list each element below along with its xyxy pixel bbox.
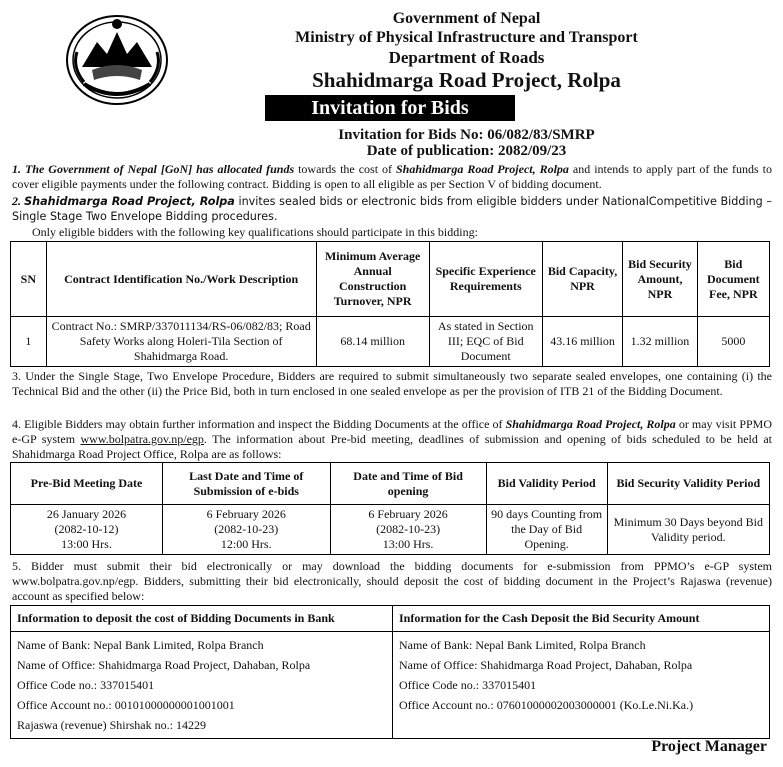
para-emphasis: Shahidmarga Road Project, Rolpa [24, 195, 235, 208]
para-text: invites sealed bids or electronic bids from eligible bidders under NationalCompetitive Bidding – Single Stage Two Envelope Bidding procedures. [12, 195, 772, 223]
para-text: and intends to apply part of the funds to cover eligible payments under the following contract. Bidding is open to all eligible as per Section V of bidding document. [12, 162, 773, 191]
cell-line: 12:00 Hrs. [220, 537, 272, 551]
table-cell: As stated in Section III; EQC of Bid Document [429, 317, 542, 367]
table-row [11, 317, 770, 367]
bank-info-line: Office Account no.: 00101000000001001001 [17, 698, 235, 712]
para-text: Eligible Bidders may obtain further information and inspect the Bidding Documents at the office of [24, 417, 506, 431]
column-header: Last Date and Time of Submission of e-bids [163, 463, 331, 505]
cell-line: (2082-10-23) [376, 522, 441, 536]
table-header-row [11, 242, 770, 317]
cell-line: 6 February 2026 [368, 507, 448, 521]
column-header: Bid Validity Period [486, 463, 607, 505]
paragraph-4 [12, 417, 772, 462]
paragraph-3 [12, 369, 772, 399]
header-ministry: Ministry of Physical Infrastructure and Transport [295, 29, 638, 46]
cell-line: 13:00 Hrs. [61, 537, 112, 551]
ifb-number: Invitation for Bids No: 06/082/83/SMRP [338, 127, 595, 143]
bank-info-line: Name of Office: Shahidmarga Road Project, Dahaban, Rolpa [399, 658, 693, 672]
table-cell: 1.32 million [623, 317, 697, 367]
header-department: Department of Roads [388, 48, 545, 67]
para-emphasis: The Government of Nepal [GoN] has allocated funds [24, 162, 295, 176]
qualification-table [10, 241, 770, 367]
column-header: Contract Identification No./Work Description [46, 242, 316, 317]
para-number: 3. [12, 369, 21, 383]
column-header: Date and Time of Bid opening [330, 463, 486, 505]
column-header: Bid Security Validity Period [607, 463, 769, 505]
para-number: 1. [12, 162, 21, 176]
cell-line: 13:00 Hrs. [382, 537, 434, 551]
para-text: Under the Single Stage, Two Envelope Procedure, Bidders are required to submit simultaneously two separate sealed envelopes, one containing (i) the Technical Bid and the other (ii) the Price Bid, both in turn enclosed in one sealed envelope as per the provision of ITB 21 of the Bidding Document. [12, 369, 772, 398]
bank-info-line: Office Code no.: 337015401 [17, 678, 155, 692]
bank-info-table [10, 605, 770, 739]
column-header: Pre-Bid Meeting Date [11, 463, 163, 505]
cell-line: (2082-10-12) [54, 522, 119, 536]
table-cell: 5000 [697, 317, 769, 367]
table-cell: 68.14 million [316, 317, 429, 367]
para-emphasis: Shahidmarga Road Project, Rolpa [505, 417, 676, 431]
table-header-row [11, 463, 770, 505]
column-header: Bid Capacity, NPR [542, 242, 622, 317]
column-header: Bid Security Amount, NPR [623, 242, 697, 317]
table-cell: 43.16 million [542, 317, 622, 367]
column-header: Bid Document Fee, NPR [697, 242, 769, 317]
table-cell: Contract No.: SMRP/337011134/RS-06/082/83; Road Safety Works along Holeri-Tila Section of Shahidmarga Road. [46, 317, 316, 367]
cell-line: (2082-10-23) [214, 522, 279, 536]
table-header-row [11, 606, 770, 632]
table-cell [330, 505, 486, 555]
table-cell [11, 505, 163, 555]
column-header: Minimum Average Annual Construction Turnover, NPR [316, 242, 429, 317]
egp-link[interactable]: www.bolpatra.gov.np/egp [80, 432, 204, 446]
column-header: SN [11, 242, 47, 317]
signatory: Project Manager [651, 738, 767, 755]
header-government: Government of Nepal [392, 10, 541, 27]
table-cell: Minimum 30 Days beyond Bid Validity period. [607, 505, 769, 555]
paragraph-1 [12, 162, 772, 192]
bank-info-line: Name of Office: Shahidmarga Road Project, Dahaban, Rolpa [17, 658, 311, 672]
paragraph-2 [12, 194, 772, 224]
header-project: Shahidmarga Road Project, Rolpa [312, 68, 621, 92]
para-number: 5. [12, 559, 21, 573]
paragraph-5 [12, 559, 772, 604]
page-title: Invitation for Bids [265, 95, 515, 121]
column-header: Information to deposit the cost of Bidding Documents in Bank [11, 606, 393, 632]
bank-info-line: Name of Bank: Nepal Bank Limited, Rolpa Branch [17, 638, 264, 652]
table-cell [11, 632, 393, 739]
para-text: . The information about Pre-bid meeting, deadlines of submission and opening of bids scheduled to be held at Shahidmarga Road Project Office, Rolpa are as follows: [12, 432, 772, 461]
bank-info-line: Office Code no.: 337015401 [399, 678, 537, 692]
para-text: Bidder must submit their bid electronically or may download the bidding documents for e-submission from PPMO’s e-GP system www.bolpatra.gov.np/egp. Bidders, submitting their bid electronically, should deposit the cost of bidding document in the Project’s Rajaswa (revenue) account as specified below: [12, 559, 773, 603]
column-header: Information for the Cash Deposit the Bid Security Amount [393, 606, 770, 632]
table-cell [163, 505, 331, 555]
para-number: 4. [12, 417, 21, 431]
table-row [11, 505, 770, 555]
column-header: Specific Experience Requirements [429, 242, 542, 317]
bank-info-line: Office Account no.: 07601000002003000001 (Ko.Le.Ni.Ka.) [399, 698, 694, 712]
cell-line: 26 January 2026 [46, 507, 127, 521]
table-cell [393, 632, 770, 739]
table-cell: 1 [11, 317, 47, 367]
table-row [11, 632, 770, 739]
publication-date: Date of publication: 2082/09/23 [366, 143, 567, 159]
bank-info-line: Rajaswa (revenue) Shirshak no.: 14229 [17, 718, 206, 732]
schedule-table [10, 462, 770, 555]
table-cell: 90 days Counting from the Day of Bid Opening. [486, 505, 607, 555]
cell-line: 6 February 2026 [206, 507, 286, 521]
paragraph-2-note: Only eligible bidders with the following key qualifications should participate in this bidding: [32, 225, 478, 239]
para-text: or may visit PPMO e-GP system [12, 417, 773, 446]
para-text: towards the cost of [294, 162, 396, 176]
para-emphasis: Shahidmarga Road Project, Rolpa [395, 162, 569, 176]
bank-info-line: Name of Bank: Nepal Bank Limited, Rolpa Branch [399, 638, 646, 652]
para-number: 2. [12, 194, 21, 208]
